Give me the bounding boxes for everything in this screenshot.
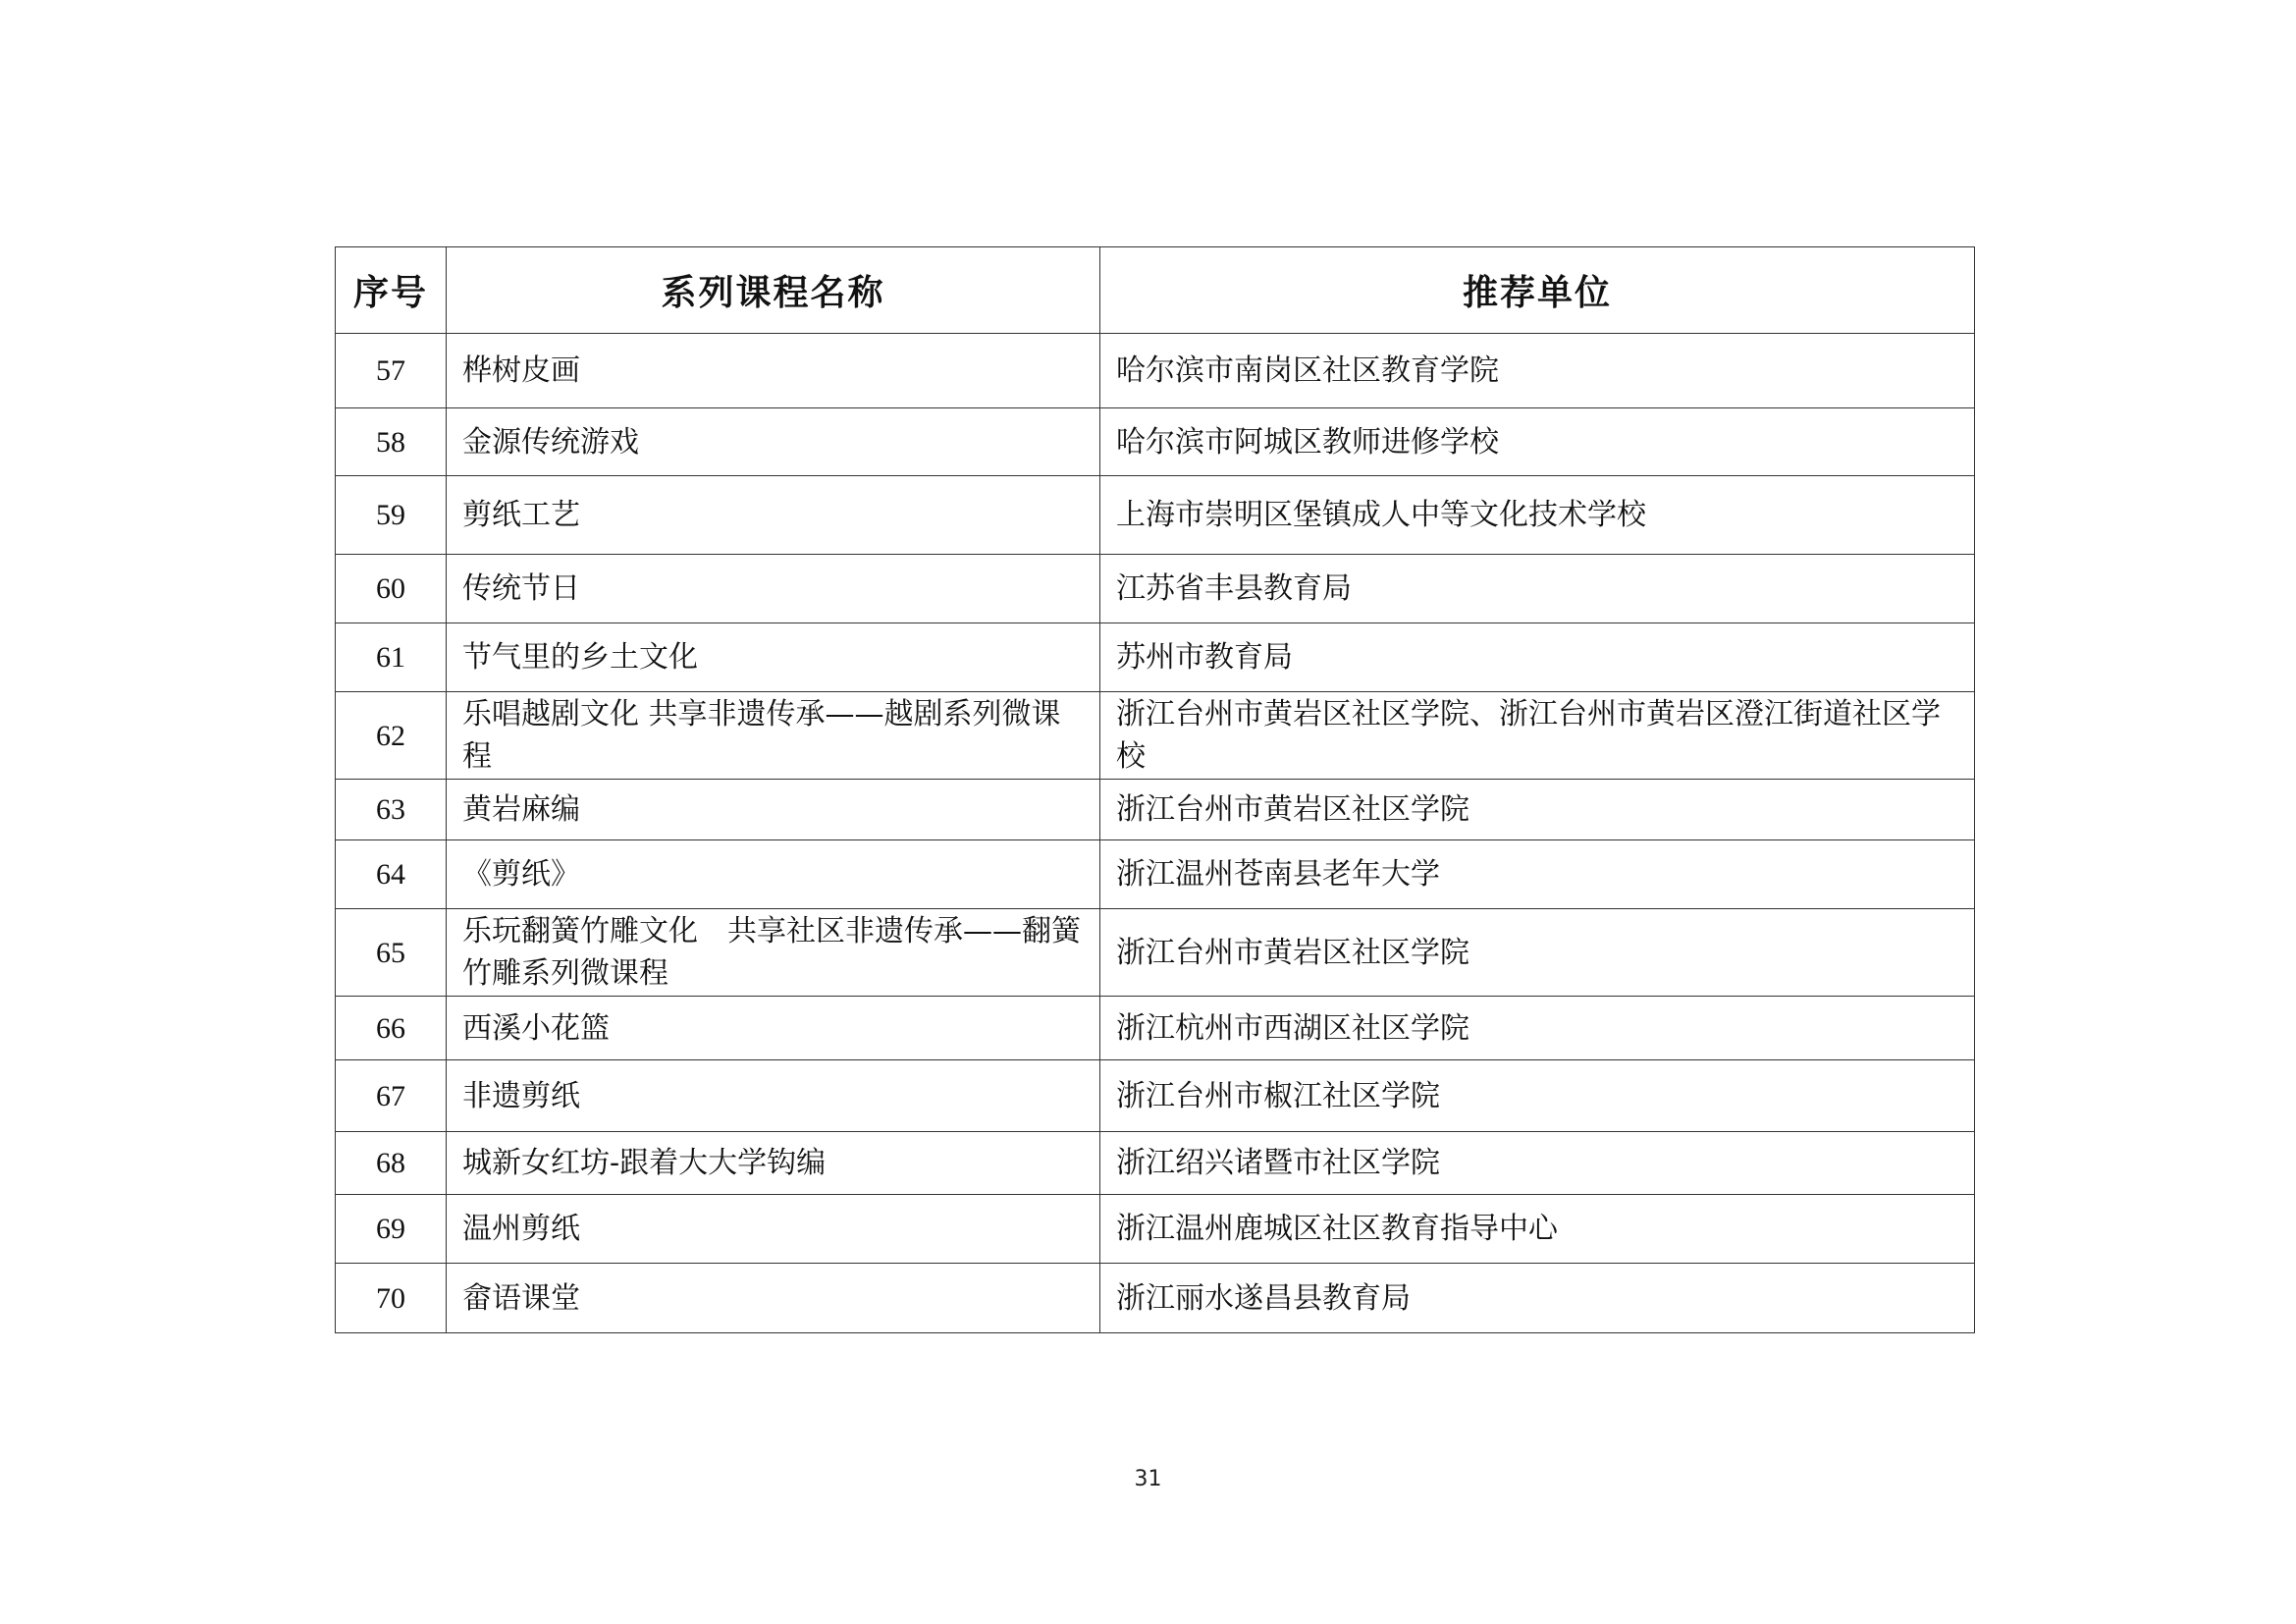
row-index: 68 — [336, 1132, 447, 1195]
row-index: 60 — [336, 555, 447, 623]
row-course-name: 黄岩麻编 — [447, 780, 1100, 840]
row-course-name: 乐唱越剧文化 共享非遗传承——越剧系列微课程 — [447, 692, 1100, 780]
table-row — [336, 692, 1975, 780]
row-recommending-unit: 浙江台州市椒江社区学院 — [1100, 1060, 1975, 1132]
table-row — [336, 1132, 1975, 1195]
row-index: 65 — [336, 909, 447, 997]
page-number: 31 — [1134, 1467, 1162, 1491]
header-recommending-unit: 推荐单位 — [1100, 247, 1975, 334]
table-row — [336, 623, 1975, 692]
row-recommending-unit: 江苏省丰县教育局 — [1100, 555, 1975, 623]
row-index: 69 — [336, 1195, 447, 1264]
table-row — [336, 1264, 1975, 1333]
row-course-name: 金源传统游戏 — [447, 408, 1100, 476]
table-header-row — [336, 247, 1975, 334]
table-row — [336, 780, 1975, 840]
table-row — [336, 840, 1975, 909]
row-course-name: 乐玩翻簧竹雕文化 共享社区非遗传承——翻簧竹雕系列微课程 — [447, 909, 1100, 997]
row-course-name: 城新女红坊-跟着大大学钩编 — [447, 1132, 1100, 1195]
table-row — [336, 997, 1975, 1060]
row-index: 64 — [336, 840, 447, 909]
table-row — [336, 334, 1975, 408]
row-recommending-unit: 苏州市教育局 — [1100, 623, 1975, 692]
row-recommending-unit: 哈尔滨市南岗区社区教育学院 — [1100, 334, 1975, 408]
row-recommending-unit: 浙江台州市黄岩区社区学院、浙江台州市黄岩区澄江街道社区学校 — [1100, 692, 1975, 780]
row-index: 67 — [336, 1060, 447, 1132]
row-course-name: 传统节日 — [447, 555, 1100, 623]
row-course-name: 剪纸工艺 — [447, 476, 1100, 555]
table-row — [336, 476, 1975, 555]
row-course-name: 温州剪纸 — [447, 1195, 1100, 1264]
row-recommending-unit: 浙江台州市黄岩区社区学院 — [1100, 780, 1975, 840]
table-row — [336, 1060, 1975, 1132]
header-index: 序号 — [336, 247, 447, 334]
row-recommending-unit: 浙江温州苍南县老年大学 — [1100, 840, 1975, 909]
table-row — [336, 555, 1975, 623]
table-row — [336, 1195, 1975, 1264]
table-row — [336, 909, 1975, 997]
row-index: 58 — [336, 408, 447, 476]
row-recommending-unit: 浙江温州鹿城区社区教育指导中心 — [1100, 1195, 1975, 1264]
course-table — [335, 246, 1975, 1333]
header-course-name: 系列课程名称 — [447, 247, 1100, 334]
row-index: 62 — [336, 692, 447, 780]
row-index: 57 — [336, 334, 447, 408]
row-recommending-unit: 浙江杭州市西湖区社区学院 — [1100, 997, 1975, 1060]
row-recommending-unit: 哈尔滨市阿城区教师进修学校 — [1100, 408, 1975, 476]
row-course-name: 畲语课堂 — [447, 1264, 1100, 1333]
table-row — [336, 408, 1975, 476]
row-index: 61 — [336, 623, 447, 692]
row-course-name: 西溪小花篮 — [447, 997, 1100, 1060]
row-index: 70 — [336, 1264, 447, 1333]
row-index: 63 — [336, 780, 447, 840]
row-course-name: 节气里的乡土文化 — [447, 623, 1100, 692]
row-recommending-unit: 浙江台州市黄岩区社区学院 — [1100, 909, 1975, 997]
row-index: 66 — [336, 997, 447, 1060]
row-recommending-unit: 浙江绍兴诸暨市社区学院 — [1100, 1132, 1975, 1195]
row-course-name: 《剪纸》 — [447, 840, 1100, 909]
row-index: 59 — [336, 476, 447, 555]
row-recommending-unit: 浙江丽水遂昌县教育局 — [1100, 1264, 1975, 1333]
row-recommending-unit: 上海市崇明区堡镇成人中等文化技术学校 — [1100, 476, 1975, 555]
row-course-name: 非遗剪纸 — [447, 1060, 1100, 1132]
row-course-name: 桦树皮画 — [447, 334, 1100, 408]
